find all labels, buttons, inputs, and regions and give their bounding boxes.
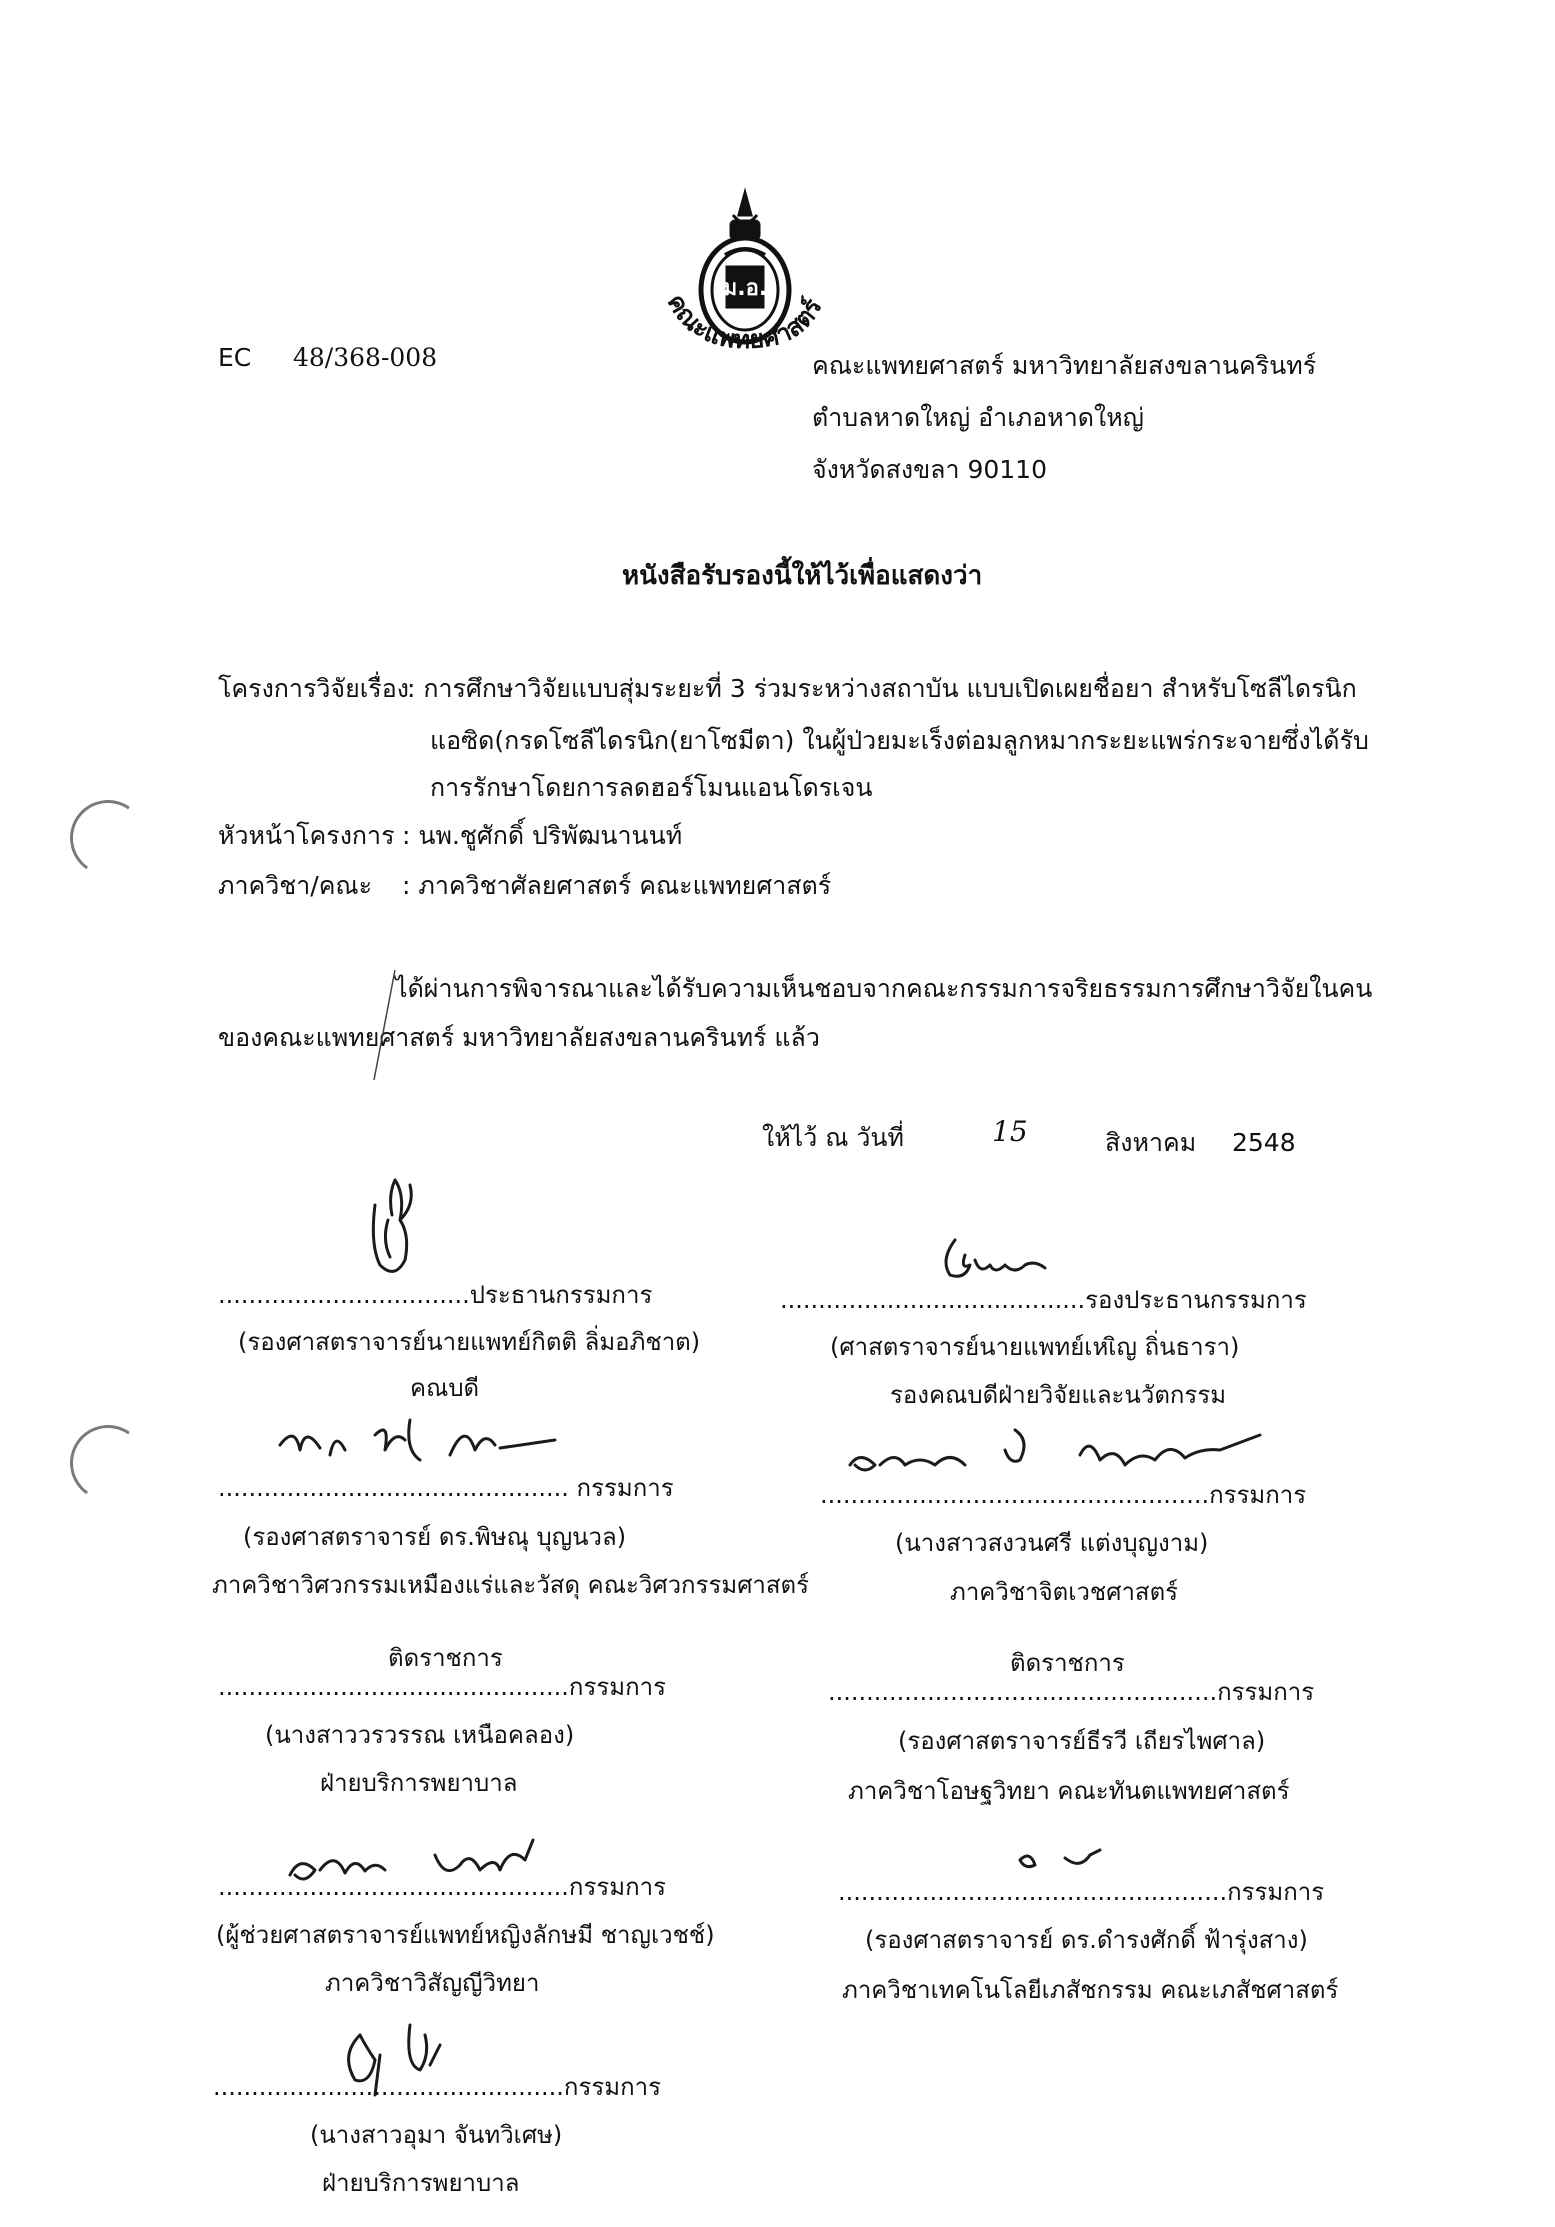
- committee-7-role: ...................................................กรรมการ: [838, 1878, 1325, 1906]
- committee-3-role: ..............................................กรรมการ: [218, 1873, 666, 1901]
- lead-value: : นพ.ชูศักดิ์ ปริพัฒนานนท์: [402, 821, 683, 850]
- signature-chairman: [360, 1165, 440, 1285]
- date-month: สิงหาคม: [1105, 1128, 1197, 1157]
- vice-chairman-title: รองคณบดีฝ่ายวิจัยและนวัตกรรม: [890, 1381, 1227, 1409]
- committee-2-name: (นางสาววรวรรณ เหนือคลอง): [265, 1721, 575, 1749]
- faculty-seal-logo: [655, 185, 835, 360]
- committee-5-name: (นางสาวสงวนศรี แต่งบุญงาม): [895, 1529, 1209, 1557]
- date-day: 15: [992, 1115, 1028, 1148]
- chairman-name: (รองศาสตราจารย์นายแพทย์กิตติ ลิ่มอภิชาต): [238, 1328, 701, 1356]
- body-line-1: ได้ผ่านการพิจารณาและได้รับความเห็นชอบจากคณะกรรมการจริยธรรมการศึกษาวิจัยในคน: [395, 974, 1373, 1003]
- address-line-1: คณะแพทยศาสตร์ มหาวิทยาลัยสงขลานครินทร์: [812, 351, 1317, 380]
- dept-label: ภาควิชา/คณะ: [218, 871, 373, 900]
- document-title: หนังสือรับรองนี้ให้ไว้เพื่อแสดงว่า: [622, 561, 983, 591]
- dept-value: : ภาควิชาศัลยศาสตร์ คณะแพทยศาสตร์: [402, 871, 832, 900]
- committee-3-name: (ผู้ช่วยศาสตราจารย์แพทย์หญิงลักษมี ชาญเวชช์): [216, 1921, 715, 1949]
- committee-5-title: ภาควิชาจิตเวชศาสตร์: [950, 1578, 1179, 1606]
- committee-2-note: ติดราชการ: [388, 1644, 503, 1672]
- project-line-3: การรักษาโดยการลดฮอร์โมนแอนโดรเจน: [430, 773, 873, 802]
- committee-3-title: ภาควิชาวิสัญญีวิทยา: [325, 1969, 540, 1997]
- vice-chairman-name: (ศาสตราจารย์นายแพทย์เหเิญ ถิ่นธารา): [830, 1333, 1240, 1361]
- committee-4-title: ฝ่ายบริการพยาบาล: [322, 2169, 520, 2197]
- committee-6-note: ติดราชการ: [1010, 1649, 1125, 1677]
- address-line-2: ตำบลหาดใหญ่ อำเภอหาดใหญ่: [812, 403, 1144, 432]
- committee-2-role: ..............................................กรรมการ: [218, 1673, 666, 1701]
- chairman-role: .................................ประธานกรรมการ: [218, 1281, 653, 1309]
- committee-6-name: (รองศาสตราจารย์ธีรวี เถียรไพศาล): [898, 1727, 1266, 1755]
- svg-text:ม.อ.: ม.อ.: [722, 276, 768, 301]
- lead-label: หัวหน้าโครงการ: [218, 821, 395, 850]
- project-label: โครงการวิจัยเรื่อง: [218, 674, 409, 703]
- committee-2-title: ฝ่ายบริการพยาบาล: [320, 1769, 518, 1797]
- vice-chairman-role: ........................................รองประธานกรรมการ: [780, 1286, 1307, 1314]
- committee-4-name: (นางสาวอุมา จันทวิเศษ): [310, 2121, 563, 2149]
- committee-6-role: ...................................................กรรมการ: [828, 1678, 1315, 1706]
- date-year: 2548: [1232, 1128, 1296, 1157]
- body-line-2: ของคณะแพทยศาสตร์ มหาวิทยาลัยสงขลานครินทร์ แล้ว: [218, 1023, 820, 1052]
- punch-hole: [64, 1419, 152, 1507]
- committee-7-title: ภาควิชาเทคโนโลยีเภสัชกรรม คณะเภสัชศาสตร์: [842, 1976, 1339, 2004]
- address-line-3: จังหวัดสงขลา 90110: [812, 455, 1047, 484]
- ec-label: EC: [218, 343, 252, 372]
- committee-6-title: ภาควิชาโอษฐวิทยา คณะทันตแพทยศาสตร์: [848, 1777, 1290, 1805]
- committee-5-role: ...................................................กรรมการ: [820, 1481, 1307, 1509]
- committee-4-role: ..............................................กรรมการ: [213, 2073, 661, 2101]
- project-line-1: : การศึกษาวิจัยแบบสุ่มระยะที่ 3 ร่วมระหว่างสถาบัน แบบเปิดเผยชื่อยา สำหรับโซลีไดรนิก: [407, 674, 1357, 703]
- committee-1-role: .............................................. กรรมการ: [218, 1474, 674, 1502]
- date-prefix: ให้ไว้ ณ วันที่: [762, 1123, 904, 1152]
- punch-hole: [64, 794, 152, 882]
- ec-number: 48/368-008: [293, 343, 438, 372]
- project-line-2: แอซิด(กรดโซลีไดรนิก(ยาโซมีตา) ในผู้ป่วยมะเร็งต่อมลูกหมากระยะแพร่กระจายซึ่งได้รับ: [430, 726, 1369, 755]
- committee-1-title: ภาควิชาวิศวกรรมเหมืองแร่และวัสดุ คณะวิศวกรรมศาสตร์: [212, 1571, 810, 1599]
- seal-text: คณะแพทยศาสตร์: [661, 288, 828, 355]
- pen-stroke: [370, 965, 400, 1085]
- chairman-title: คณบดี: [410, 1374, 480, 1402]
- committee-1-name: (รองศาสตราจารย์ ดร.พิษณุ บุญนวล): [243, 1523, 627, 1551]
- committee-7-name: (รองศาสตราจารย์ ดร.ดำรงศักดิ์ ฟ้ารุ่งสาง): [865, 1926, 1308, 1954]
